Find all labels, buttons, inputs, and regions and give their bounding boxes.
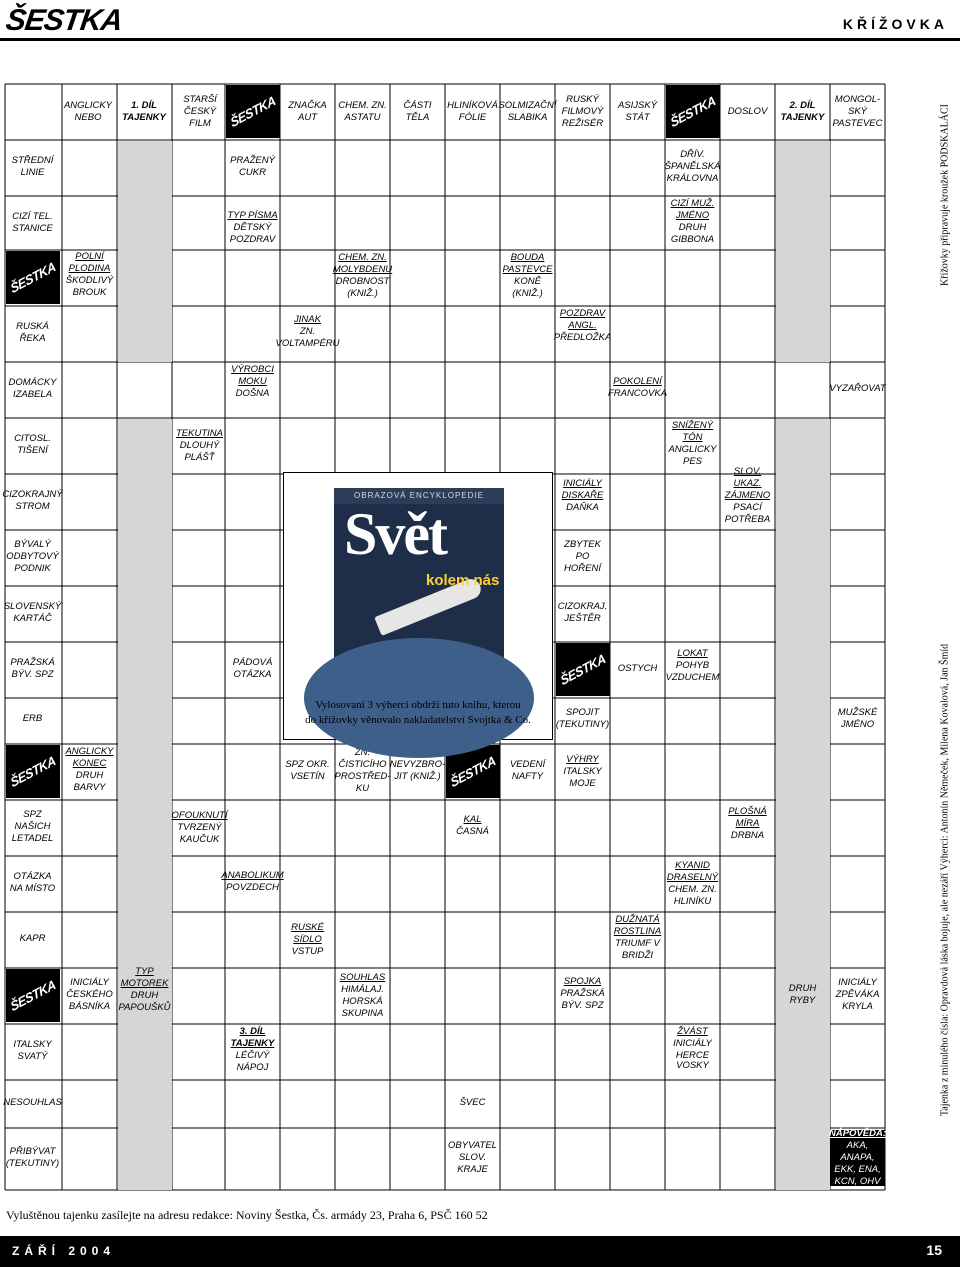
clue[interactable]: ČASNÁ — [456, 826, 489, 837]
clue[interactable] — [62, 744, 117, 770]
clue[interactable]: DOSLOV — [727, 106, 768, 118]
clue[interactable]: SPZ OKR. VSETÍN — [285, 759, 330, 782]
clue[interactable]: DRUH RYBY — [788, 983, 817, 1006]
clue-text: OFOUKNUTÍ — [171, 810, 228, 822]
clue[interactable]: SPOJIT (TEKUTINY) — [555, 707, 610, 730]
sestka-logo: ŠESTKA — [668, 92, 718, 131]
clue[interactable]: HIMÁLAJ. HORSKÁ SKUPINA — [341, 984, 384, 1019]
book-subtitle: kolem nás — [426, 572, 500, 589]
clue[interactable]: MUŽSKÉ JMÉNO — [837, 707, 878, 730]
section-title: KŘÍŽOVKA — [842, 16, 948, 32]
clue[interactable]: STARŠÍ ČESKÝ FILM — [183, 94, 217, 129]
clue[interactable]: DRBNA — [730, 830, 765, 841]
clue[interactable]: OSTYCH — [617, 663, 658, 675]
book-cover — [334, 488, 504, 698]
submission-address: Vyluštěnou tajenku zasílejte na adresu redakce: Noviny Šestka, Čs. armády 23, Praha 6, PSČ 160 52 — [6, 1208, 488, 1222]
clue[interactable] — [335, 968, 390, 984]
issue-date: ZÁŘÍ 2004 — [12, 1244, 116, 1258]
clue[interactable]: ITALSKY SVATÝ — [13, 1039, 52, 1062]
sestka-logo-cell — [556, 643, 610, 696]
sestka-logo: ŠESTKA — [448, 752, 498, 791]
clue[interactable]: TVRZENÝ KAUČUK — [177, 822, 222, 845]
clue-text: INICIÁLY DISKAŘE — [561, 478, 604, 502]
clue-text: ŽVÁST — [677, 1026, 708, 1038]
clue[interactable]: PSACÍ POTŘEBA — [724, 502, 771, 525]
sestka-logo-cell — [6, 251, 60, 304]
clue-text: TYP MOTOREK — [120, 966, 169, 990]
clue[interactable]: VYZAŘOVAT — [829, 383, 886, 395]
book-title: Svět — [344, 501, 446, 567]
clue[interactable]: PRAŽSKÁ BÝV. SPZ — [10, 657, 55, 680]
clue-text: POZDRAV ANGL. — [559, 308, 606, 332]
clue[interactable] — [555, 306, 610, 332]
clue[interactable]: BÝVALÝ ODBYTOVÝ PODNIK — [6, 539, 59, 574]
clue-text: KAL — [463, 814, 482, 826]
clue[interactable]: INICIÁLY ZPĚVÁKA KRYLA — [835, 977, 880, 1012]
clue-text: POLNÍ PLODINA — [68, 251, 111, 275]
clue-text: JINAK — [294, 314, 321, 326]
clue[interactable]: ANGLICKY PES — [668, 444, 717, 467]
clue[interactable] — [172, 800, 227, 822]
clue[interactable] — [610, 912, 665, 938]
clue[interactable] — [720, 800, 775, 830]
sestka-logo: ŠESTKA — [228, 92, 278, 131]
shaded-column — [118, 141, 172, 362]
clue[interactable] — [172, 418, 227, 440]
clue[interactable]: CITOSL. TIŠENÍ — [14, 433, 51, 456]
clue[interactable]: DROBNOST (KNIŽ.) — [335, 276, 390, 299]
clue[interactable]: NESOUHLAS — [3, 1097, 62, 1109]
clue[interactable]: SPZ NAŠICH LETADEL — [11, 809, 54, 844]
clue[interactable]: DRUH PAPOUŠKŮ — [118, 990, 171, 1013]
hint-text: AKA, ANAPA, EKK, ENA, KCN, OHV — [834, 1140, 881, 1187]
clue[interactable] — [445, 800, 500, 826]
clue[interactable]: CHEM. ZN. HLINÍKU — [668, 884, 717, 907]
shaded-column — [776, 141, 830, 362]
clue[interactable]: VOSKY — [676, 1060, 709, 1071]
clue-text: BOUDA PASTEVCE — [502, 252, 553, 276]
clue[interactable]: CIZOKRAJ. JEŠTĚR — [557, 601, 608, 624]
clue[interactable]: OBYVATEL SLOV. KRAJE — [448, 1140, 497, 1175]
clue[interactable] — [665, 1024, 720, 1038]
clue-tajenka-3[interactable] — [225, 1024, 280, 1050]
clue[interactable]: DOMÁCKY IZABELA — [8, 377, 57, 400]
clue[interactable] — [280, 306, 335, 326]
clue[interactable]: DLOUHÝ PLÁŠŤ — [179, 440, 220, 463]
clue-text: ANGLICKY KONEC — [65, 746, 114, 770]
clue[interactable] — [665, 196, 720, 222]
book-promo — [283, 472, 553, 740]
clue[interactable]: HLINÍKOVÁ FÓLIE — [447, 100, 498, 123]
clue-text: RUSKÉ SÍDLO — [291, 922, 324, 946]
clue[interactable]: DĚTSKÝ POZDRAV — [229, 222, 276, 245]
clue[interactable]: PRAŽSKÁ BÝV. SPZ — [560, 988, 605, 1011]
clue[interactable] — [555, 744, 610, 766]
clue[interactable] — [332, 250, 393, 276]
clue-text: POKOLENÍ — [613, 376, 662, 388]
side-results-text: Tajenka z minulého čísla: Opravdová láska bojuje, ale nezáří Výherci: Antonín Němeček, Milena Kovalová, Jan Šmíd — [939, 643, 951, 1117]
clue[interactable] — [280, 912, 335, 946]
clue[interactable] — [720, 466, 775, 502]
footer-bar — [0, 1236, 960, 1267]
clue[interactable]: POVZDECH — [226, 882, 279, 893]
side-credit — [934, 60, 956, 330]
sestka-logo-cell — [666, 85, 720, 138]
clue[interactable] — [221, 856, 284, 882]
book-caption — [284, 698, 552, 727]
clue-text: SPOJKA — [563, 976, 602, 988]
clue[interactable]: ZN. ČISTICÍHO PROSTŘED- KU — [334, 747, 391, 794]
clue-text: SNÍŽENÝ TÓN — [671, 420, 714, 444]
clue[interactable]: DOŠNA — [235, 388, 270, 399]
page-number: 15 — [926, 1242, 942, 1258]
clue[interactable]: VSTUP — [291, 946, 324, 957]
book-series: OBRAZOVÁ ENCYKLOPEDIE — [334, 488, 504, 504]
clue[interactable] — [225, 362, 280, 388]
sestka-logo: ŠESTKA — [8, 258, 58, 297]
sestka-logo-cell — [6, 745, 60, 798]
clue[interactable]: RUSKÁ ŘEKA — [16, 321, 49, 344]
clue-text: TEKUTINA — [176, 428, 223, 440]
clue[interactable]: TRIUMF V BRIDŽI — [615, 938, 660, 961]
sestka-logo: ŠESTKA — [8, 752, 58, 791]
clue[interactable]: ZN. VOLTAMPÉRU — [275, 326, 340, 349]
clue[interactable] — [665, 856, 720, 884]
clue[interactable]: CIZOKRAJNÝ STROM — [2, 489, 63, 512]
clue[interactable]: ITALSKY MOJE — [563, 766, 602, 789]
clue[interactable]: VEDENÍ NAFTY — [509, 759, 546, 782]
clue-text: SLOV. UKAZ. ZÁJMENO — [724, 466, 771, 502]
book-caption-line: do křížovky věnovalo nakladatelství Svojtka & Co. — [305, 713, 531, 726]
clue[interactable] — [665, 418, 720, 444]
clue[interactable]: DRUH GIBBONA — [670, 222, 715, 245]
clue-text: CHEM. ZN. MOLYBDENU — [332, 252, 393, 276]
clue[interactable]: ZNAČKA AUT — [288, 100, 327, 123]
clue-text: VÝROBCI MOKU — [231, 364, 274, 388]
clue-text: TYP PÍSMA — [227, 210, 278, 222]
clue[interactable] — [665, 642, 720, 660]
clue[interactable]: STŘEDNÍ LINIE — [11, 155, 54, 178]
clue[interactable] — [62, 250, 117, 275]
clue[interactable]: ANGLICKY NEBO — [63, 100, 113, 123]
clue[interactable]: KAPR — [19, 933, 46, 945]
hint-box — [830, 1130, 885, 1186]
clue[interactable]: CIZÍ TEL. STANICE — [12, 211, 53, 234]
clue[interactable]: RUSKÝ FILMOVÝ REŽISÉR — [561, 94, 604, 129]
clue[interactable]: DAŇKA — [566, 502, 599, 513]
clue[interactable]: LÉČIVÝ NÁPOJ — [235, 1050, 270, 1073]
clue[interactable]: INICIÁLY ČESKÉHO BÁSNÍKA — [66, 977, 113, 1012]
clue[interactable]: PÁDOVÁ OTÁZKA — [232, 657, 273, 680]
clue[interactable]: DŘÍV. ŠPANĚLSKÁ KRÁLOVNA — [664, 149, 721, 184]
clue[interactable]: ČÁSTI TĚLA — [403, 100, 432, 123]
clue[interactable]: SOLMIZAČNÍ SLABIKA — [498, 100, 557, 123]
clue[interactable]: ZBYTEK PO HOŘENÍ — [564, 539, 601, 574]
clue[interactable]: KONĚ (KNIŽ.) — [512, 276, 543, 299]
sestka-logo-cell — [6, 969, 60, 1022]
clue-text: CIZÍ MUŽ. JMÉNO — [670, 198, 715, 222]
clue[interactable] — [555, 968, 610, 988]
clue[interactable]: OTÁZKA NA MÍSTO — [9, 871, 56, 894]
clue[interactable]: ASIJSKÝ STÁT — [617, 100, 658, 123]
clue[interactable]: ŠVEC — [459, 1097, 486, 1109]
shaded-column — [118, 419, 172, 1190]
clue[interactable] — [555, 474, 610, 502]
clue[interactable]: ŠKODLIVÝ BROUK — [65, 275, 114, 298]
clue[interactable] — [610, 362, 665, 388]
sestka-logo-cell — [226, 85, 280, 138]
clue-text: PLOŠNÁ MÍRA — [728, 806, 767, 830]
clue[interactable] — [500, 250, 555, 276]
clue[interactable]: SLOVENSKÝ KARTÁČ — [3, 601, 62, 624]
side-results — [934, 560, 956, 1200]
clue[interactable]: INICIÁLY HERCE — [673, 1038, 712, 1061]
clue-tajenka-1[interactable]: 1. DÍL TAJENKY — [122, 100, 166, 123]
clue[interactable] — [117, 968, 172, 990]
clue[interactable] — [225, 196, 280, 222]
clue[interactable]: PRAŽENÝ CUKR — [230, 155, 275, 178]
clue-tajenka-2[interactable]: 2. DÍL TAJENKY — [780, 100, 825, 123]
book-caption-line: Vylosovaní 3 výherci obdrží tuto knihu, kterou — [315, 699, 521, 712]
magazine-logo: ŠESTKA — [3, 4, 125, 37]
clue-text: KYANID DRASELNÝ — [666, 860, 719, 884]
shaded-column — [776, 419, 830, 1190]
clue[interactable]: PŘEDLOŽKA — [553, 332, 612, 343]
clue-text: LOKAT — [677, 648, 708, 660]
clue-text: 3. DÍL TAJENKY — [230, 1026, 275, 1050]
clue-text: ANABOLIKUM — [221, 870, 284, 882]
clue[interactable]: NEVYZBRO- JIT (KNIŽ.) — [389, 759, 446, 782]
clue-text: SOUHLAS — [339, 972, 386, 984]
clue[interactable]: ERB — [22, 713, 43, 725]
clue[interactable]: FRANCOVKA — [607, 388, 668, 399]
clue-text: DUŽNATÁ ROSTLINA — [613, 914, 662, 938]
clue[interactable]: PŘIBÝVAT (TEKUTINY) — [5, 1146, 60, 1169]
clue[interactable]: DRUH BARVY — [73, 770, 106, 793]
clue-text: VÝHRY — [566, 754, 599, 766]
clue[interactable]: POHYB VZDUCHEM — [665, 660, 720, 683]
clue[interactable]: CHEM. ZN. ASTATU — [338, 100, 387, 123]
sestka-logo: ŠESTKA — [8, 976, 58, 1015]
clue[interactable]: MONGOL- SKÝ PASTEVEC — [832, 94, 883, 129]
hint-label: NÁPOVĚDA: — [829, 1128, 887, 1140]
sestka-logo: ŠESTKA — [558, 650, 608, 689]
side-credit-text: Křížovky připravuje kroužek PODSKALÁCI — [939, 104, 951, 286]
